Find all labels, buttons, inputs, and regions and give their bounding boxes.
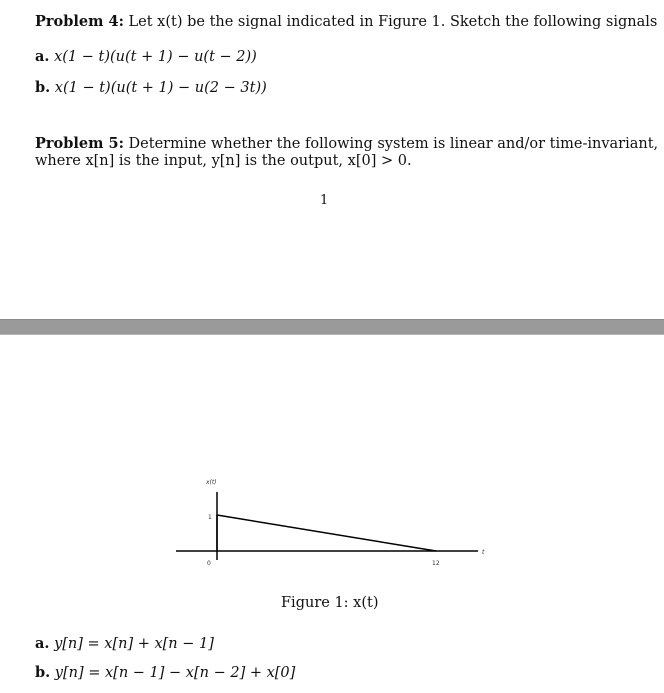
problem5-statement — [35, 135, 658, 152]
problem4-part-a — [35, 48, 257, 65]
part-expression: y[n] = x[n] + x[n − 1] — [54, 636, 214, 652]
part-label: a. — [35, 635, 50, 652]
y-axis-label: x(t) — [206, 479, 217, 486]
problem5-part-a — [35, 635, 214, 652]
problem5-line1: Determine whether the following system is linear and/or time-invariant, — [128, 136, 659, 152]
problem4-part-b — [35, 79, 267, 96]
problem5-part-b — [35, 664, 295, 681]
problem5-line2: where x[n] is the input, y[n] is the output, x[0] > 0. — [35, 153, 412, 169]
tick-label-twelve: 12 — [432, 560, 440, 567]
problem4-statement — [35, 13, 657, 30]
page-number: 1 — [320, 193, 329, 208]
part-label: b. — [35, 664, 51, 681]
part-expression: x(1 − t)(u(t + 1) − u(2 − 3t)) — [54, 80, 267, 96]
x-axis-label: t — [482, 549, 485, 556]
part-expression: y[n] = x[n − 1] − x[n − 2] + x[0] — [54, 665, 296, 681]
tick-label-one: 1 — [208, 514, 212, 521]
figure-caption: Figure 1: x(t) — [281, 595, 379, 611]
problem4-heading: Problem 4: — [35, 13, 124, 30]
part-label: b. — [35, 79, 51, 96]
problem5-heading: Problem 5: — [35, 135, 124, 152]
page-divider — [0, 319, 664, 335]
tick-label-origin: 0 — [207, 560, 211, 567]
signal-figure — [0, 470, 664, 590]
part-label: a. — [35, 48, 50, 65]
problem4-text: Let x(t) be the signal indicated in Figure 1. Sketch the following signals — [128, 14, 658, 30]
signal-ramp — [217, 515, 436, 551]
part-expression: x(1 − t)(u(t + 1) − u(t − 2)) — [54, 49, 257, 65]
